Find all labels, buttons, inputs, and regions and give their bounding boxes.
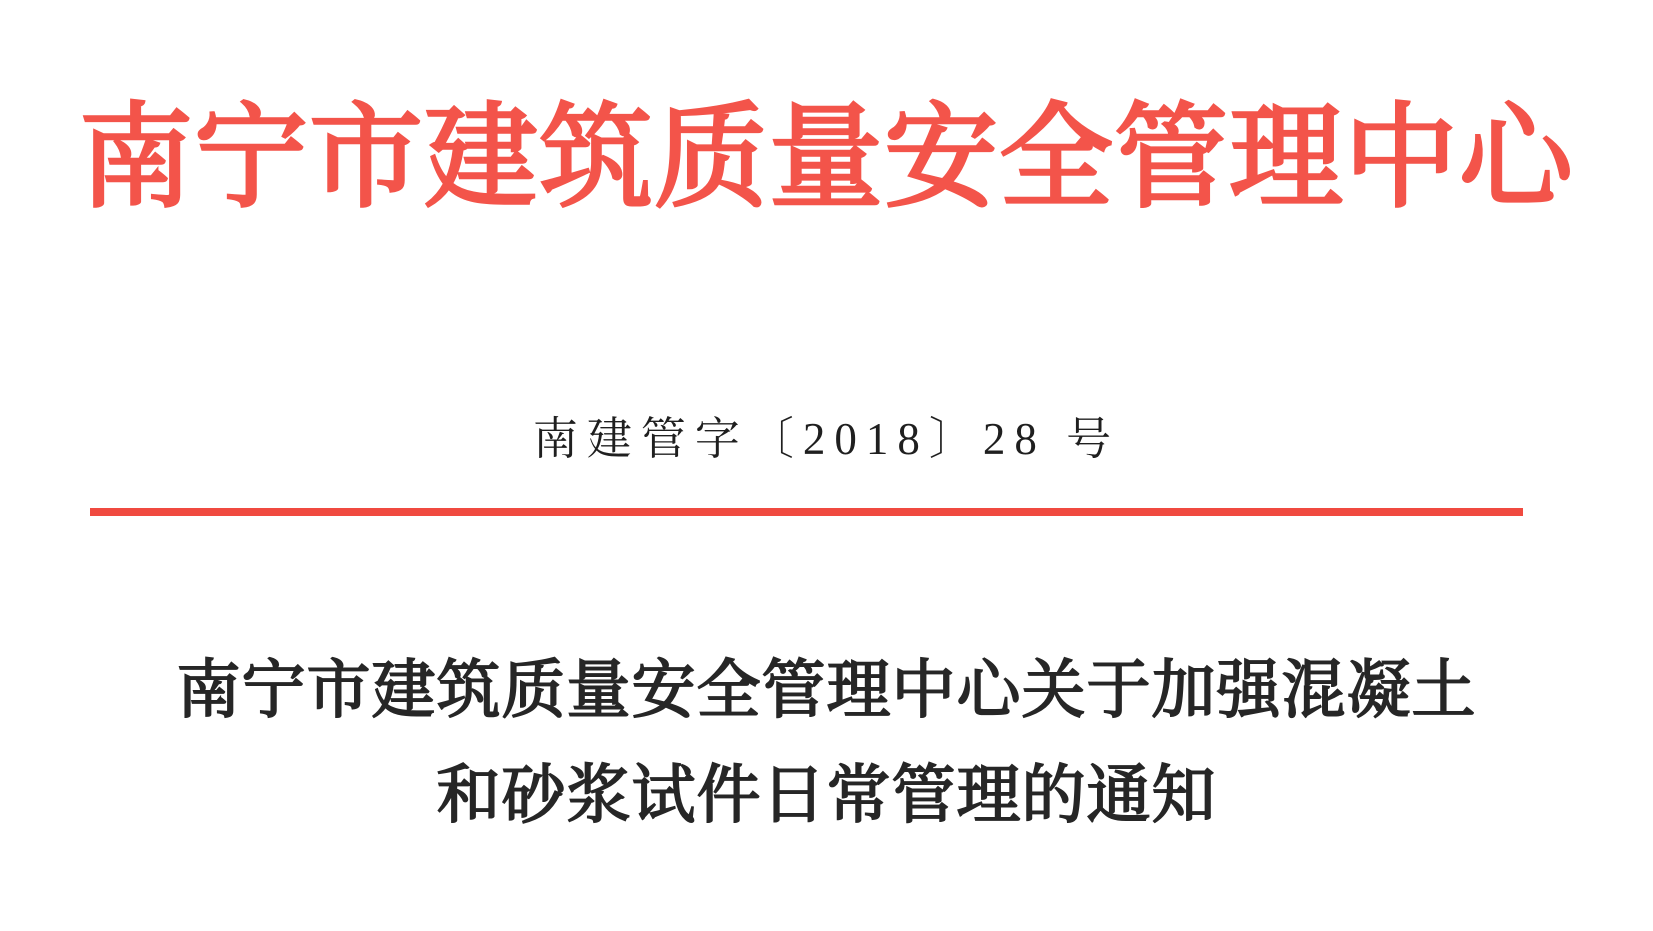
notice-title-line2: 和砂浆试件日常管理的通知 xyxy=(436,760,1217,831)
letterhead-org-title: 南宁市建筑质量安全管理中心 xyxy=(78,95,1574,222)
notice-title xyxy=(0,655,1653,831)
red-divider-line xyxy=(90,508,1523,516)
doc-reference-number: 南建管字〔2018〕28 号 xyxy=(532,414,1121,464)
notice-title-line1: 南宁市建筑质量安全管理中心关于加强混凝土 xyxy=(176,655,1477,726)
